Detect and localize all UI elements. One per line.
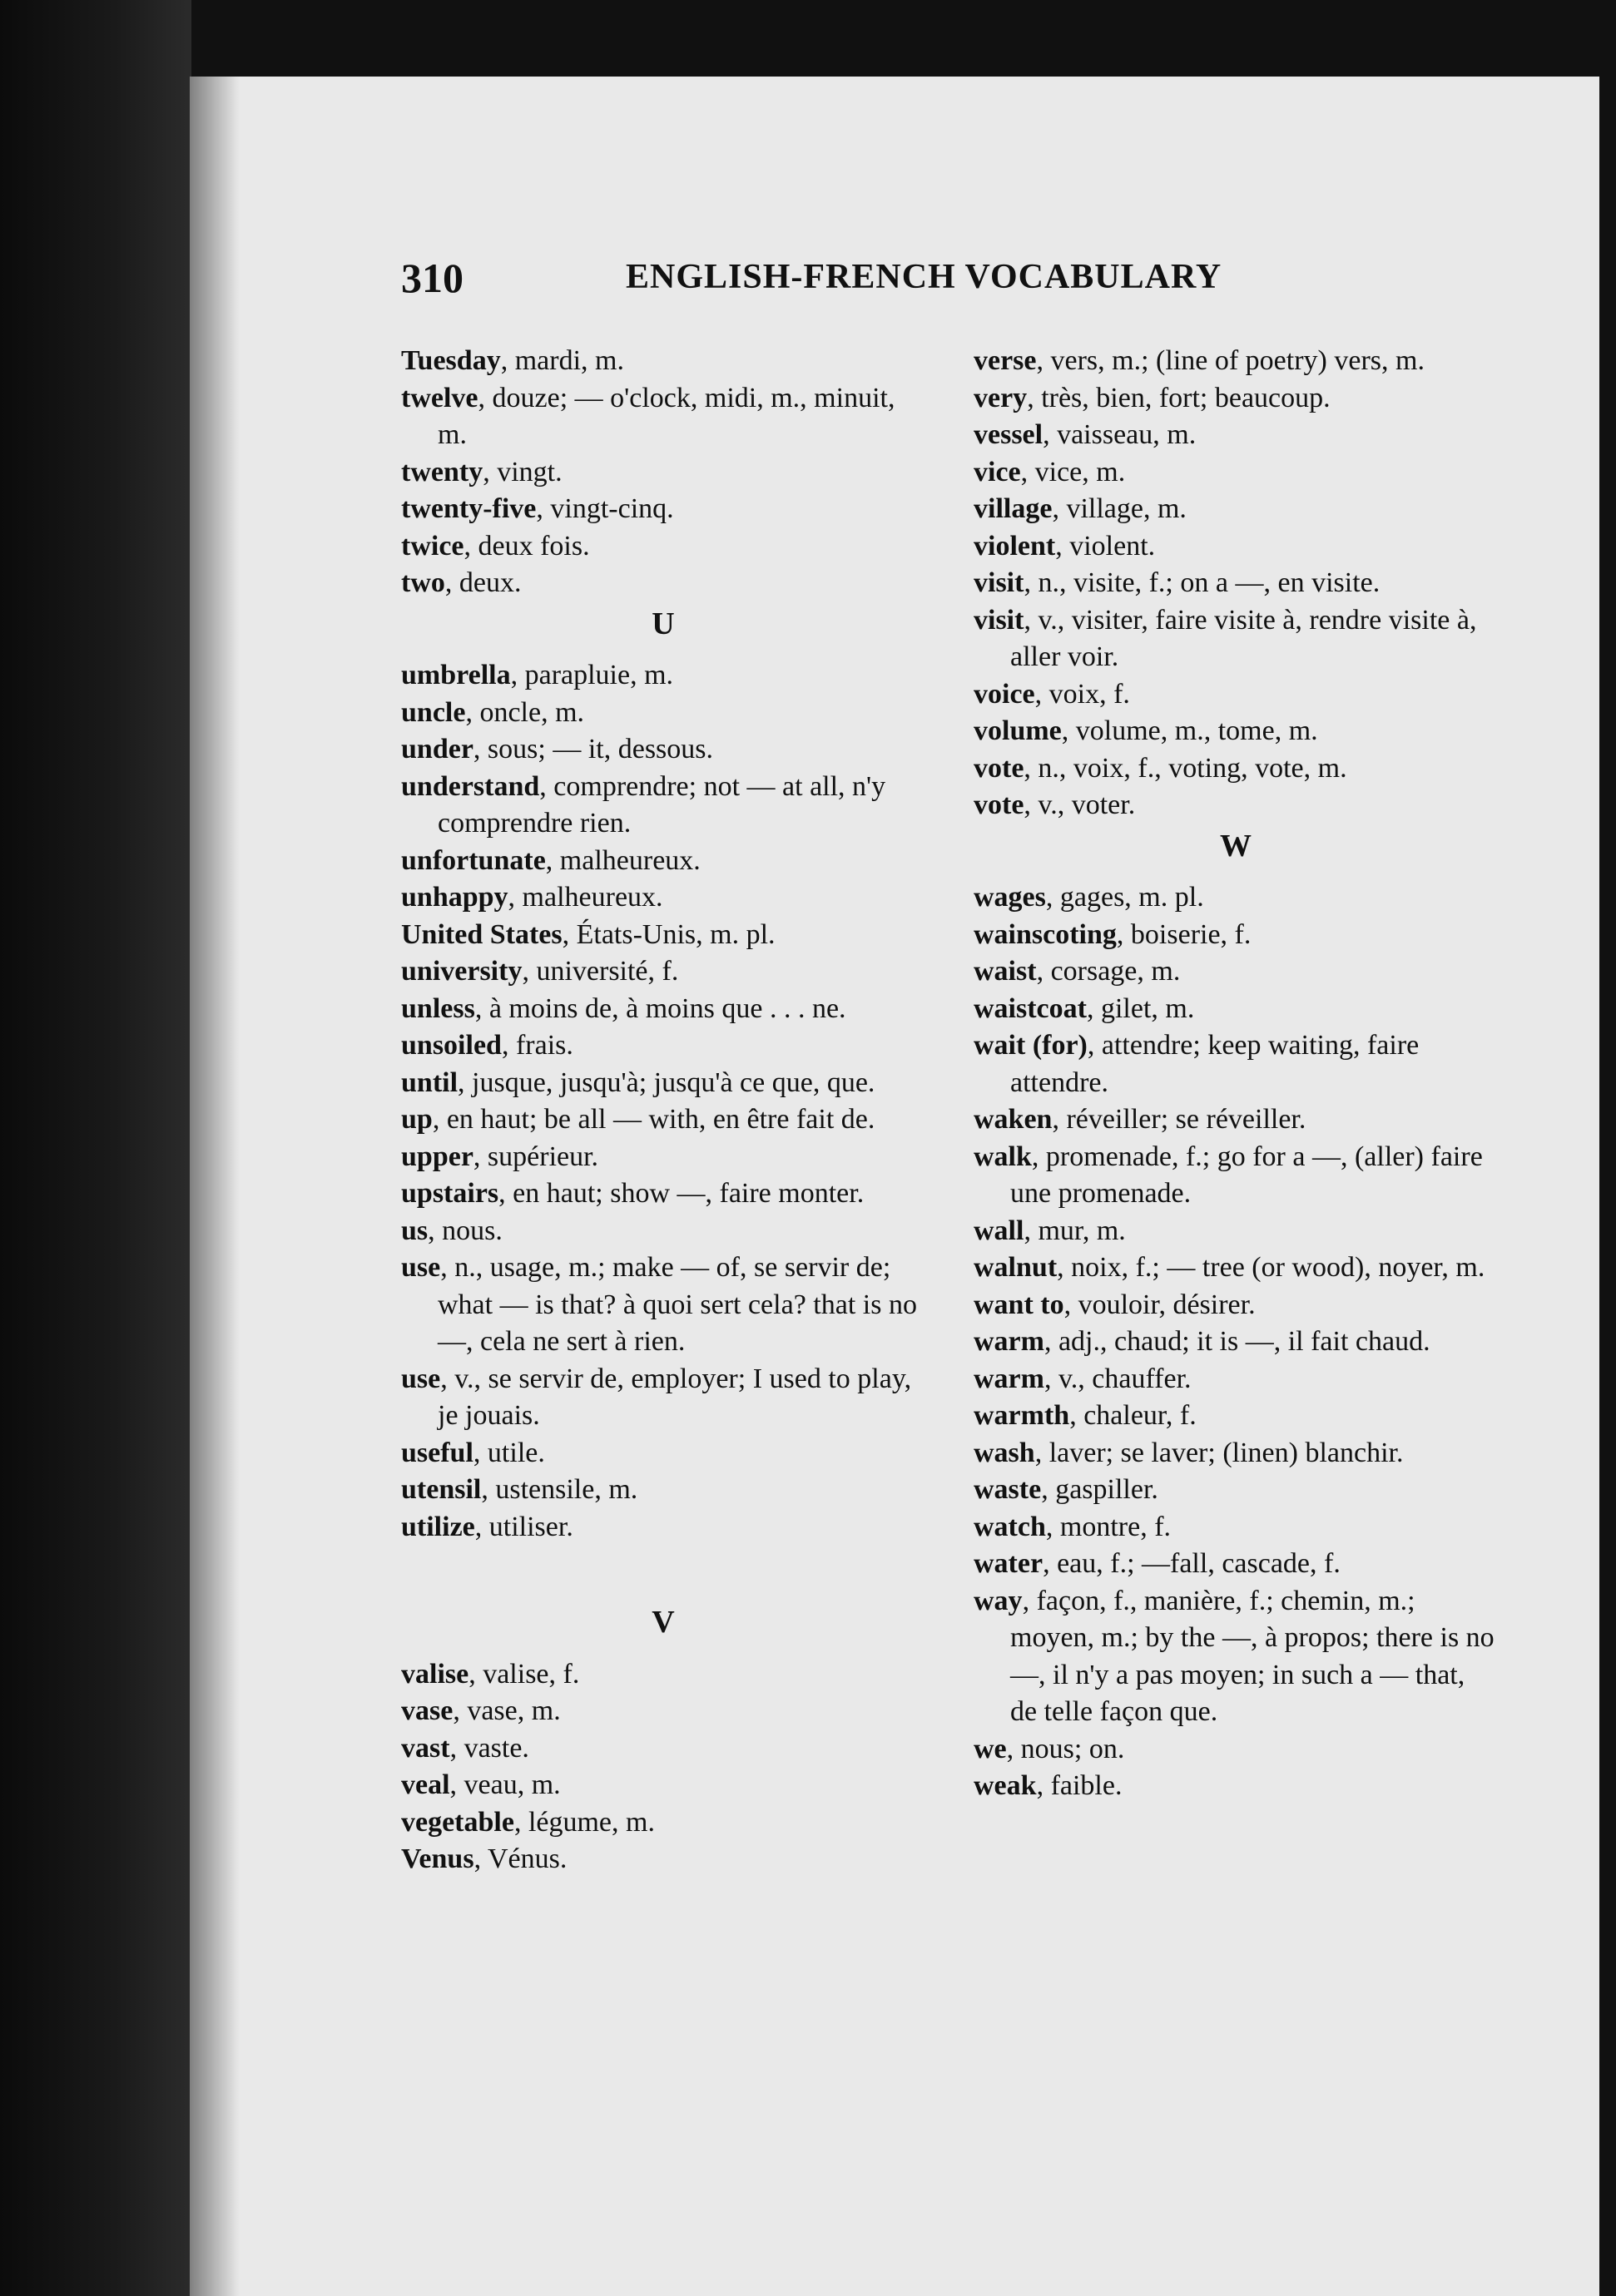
vocabulary-entry — [401, 1435, 925, 1472]
entry-definition: , voix, f. — [1034, 678, 1130, 710]
entry-headword: twenty-five — [401, 493, 537, 524]
vocabulary-entry — [401, 454, 925, 492]
section-letter-u: U — [652, 606, 675, 641]
entry-definition: , vers, m.; (line of poetry) vers, m. — [1036, 345, 1425, 376]
entry-definition: , volume, m., tome, m. — [1061, 715, 1318, 746]
vocabulary-entry — [974, 454, 1498, 492]
entry-definition: , supérieur. — [473, 1141, 599, 1172]
entry-definition: , vaisseau, m. — [1043, 419, 1197, 450]
entry-definition: , façon, f., manière, f.; chemin, m.; moyen, m.; by the —, à propos; there is no —, il n'y a pas moyen; in such a — that, de telle façon que. — [1010, 1585, 1495, 1727]
entry-definition: , n., voix, f., voting, vote, m. — [1024, 752, 1347, 784]
entry-headword: waist — [974, 956, 1037, 987]
vocabulary-entry — [974, 1027, 1498, 1101]
vocabulary-entry — [974, 1361, 1498, 1398]
entry-headword: waistcoat — [974, 992, 1087, 1024]
entry-headword: verse — [974, 345, 1037, 376]
entry-definition: , promenade, f.; go for a —, (aller) faire une promenade. — [1010, 1141, 1483, 1209]
entry-headword: Venus — [401, 1843, 474, 1874]
entry-definition: , université, f. — [522, 956, 679, 987]
entry-definition: , deux fois. — [463, 530, 590, 562]
entry-headword: violent — [974, 530, 1056, 562]
running-title: ENGLISH-FRENCH VOCABULARY — [626, 258, 1222, 296]
left-column — [401, 343, 925, 1878]
entry-definition: , vingt-cinq. — [536, 493, 674, 524]
entry-headword: warm — [974, 1363, 1044, 1394]
entry-headword: unsoiled — [401, 1030, 502, 1061]
entry-headword: warmth — [974, 1400, 1070, 1431]
entry-headword: walk — [974, 1141, 1032, 1172]
entry-headword: way — [974, 1585, 1023, 1616]
vocabulary-entry — [401, 1027, 925, 1065]
entry-definition: , v., visiter, faire visite à, rendre visite à, aller voir. — [1010, 604, 1477, 672]
vocabulary-entry — [974, 787, 1498, 824]
entry-headword: vegetable — [401, 1806, 514, 1838]
vocabulary-entry — [401, 1693, 925, 1730]
entry-definition: , nous; on. — [1006, 1733, 1125, 1764]
vocabulary-entry — [401, 991, 925, 1028]
vocabulary-entry — [401, 731, 925, 769]
entry-headword: unhappy — [401, 882, 508, 913]
entry-headword: walnut — [974, 1252, 1058, 1283]
entry-definition: , douze; — o'clock, midi, m., minuit, m. — [438, 382, 895, 450]
page-gutter-shadow — [190, 77, 240, 2296]
vocabulary-entry — [974, 1287, 1498, 1324]
entry-definition: , utiliser. — [474, 1511, 573, 1542]
entry-definition: , deux. — [444, 567, 522, 598]
entry-definition: , montre, f. — [1045, 1511, 1172, 1542]
entry-headword: up — [401, 1104, 433, 1135]
entry-definition: , vingt. — [483, 456, 563, 487]
entry-headword: very — [974, 382, 1028, 413]
vocabulary-entry — [974, 879, 1498, 917]
vocabulary-entry — [974, 1398, 1498, 1435]
vocabulary-entry — [401, 917, 925, 954]
vocabulary-entry — [401, 1509, 925, 1546]
vocabulary-entry — [401, 1101, 925, 1139]
entry-headword: veal — [401, 1769, 450, 1800]
vocabulary-entry — [974, 1249, 1498, 1287]
entry-headword: vice — [974, 456, 1021, 487]
entries-u — [401, 657, 925, 1546]
section-letter-v: V — [652, 1605, 675, 1640]
vocabulary-entry — [401, 1804, 925, 1842]
entry-headword: university — [401, 956, 523, 987]
entry-definition: , gaspiller. — [1041, 1474, 1158, 1505]
entry-headword: wait (for) — [974, 1030, 1088, 1061]
entry-definition: , malheureux. — [508, 882, 663, 913]
vocabulary-entry — [974, 1509, 1498, 1546]
entry-definition: , v., voter. — [1024, 789, 1136, 820]
entry-headword: us — [401, 1215, 429, 1246]
book-spine-edge — [0, 0, 191, 2296]
vocabulary-entry — [401, 1841, 925, 1878]
entry-headword: understand — [401, 770, 540, 802]
entry-definition: , en haut; be all — with, en être fait de. — [432, 1104, 875, 1135]
vocabulary-entry — [974, 343, 1498, 380]
entry-headword: vase — [401, 1695, 454, 1726]
entry-definition: , adj., chaud; it is —, il fait chaud. — [1043, 1326, 1430, 1357]
vocabulary-entry — [974, 1139, 1498, 1213]
vocabulary-entry — [974, 676, 1498, 714]
vocabulary-entry — [401, 565, 925, 602]
vocabulary-entry — [974, 1583, 1498, 1731]
entry-headword: uncle — [401, 696, 466, 728]
entry-definition: , comprendre; not — at all, n'y comprendre rien. — [438, 770, 886, 839]
page-number: 310 — [401, 255, 463, 301]
entries-v-continued — [974, 343, 1498, 824]
entry-headword: valise — [401, 1658, 469, 1690]
entry-headword: watch — [974, 1511, 1046, 1542]
entry-headword: vast — [401, 1732, 450, 1764]
entry-headword: want to — [974, 1289, 1064, 1320]
entry-definition: , Vénus. — [473, 1843, 568, 1874]
vocabulary-entry — [974, 1324, 1498, 1361]
vocabulary-entry — [974, 602, 1498, 676]
entry-definition: , utile. — [473, 1437, 545, 1468]
entry-headword: under — [401, 734, 473, 765]
entry-headword: water — [974, 1548, 1043, 1579]
vocabulary-entry — [401, 695, 925, 732]
entry-definition: , légume, m. — [513, 1806, 655, 1838]
entry-definition: , vaste. — [449, 1732, 529, 1764]
entry-headword: use — [401, 1252, 441, 1283]
vocabulary-entry — [401, 879, 925, 917]
entry-headword: upstairs — [401, 1178, 499, 1209]
entry-definition: , valise, f. — [468, 1658, 580, 1690]
entries-v — [401, 1656, 925, 1878]
vocabulary-entry — [401, 1065, 925, 1102]
vocabulary-entry — [401, 1656, 925, 1694]
entry-headword: upper — [401, 1141, 473, 1172]
entry-definition: , jusque, jusqu'à; jusqu'à ce que, que. — [458, 1066, 875, 1098]
vocabulary-entry — [974, 1213, 1498, 1250]
entry-definition: , vice, m. — [1020, 456, 1126, 487]
entry-definition: , sous; — it, dessous. — [473, 734, 714, 765]
entry-headword: village — [974, 493, 1053, 524]
vocabulary-entry — [974, 713, 1498, 750]
vocabulary-entry — [401, 1472, 925, 1509]
entry-headword: visit — [974, 604, 1024, 636]
entry-definition: , États-Unis, m. pl. — [562, 918, 776, 950]
vocabulary-entry — [401, 1730, 925, 1768]
vocabulary-entry — [974, 917, 1498, 954]
entry-headword: vote — [974, 789, 1024, 820]
entry-definition: , mardi, m. — [500, 345, 624, 376]
vocabulary-entry — [401, 843, 925, 880]
entry-definition: , chaleur, f. — [1069, 1400, 1197, 1431]
right-column — [974, 343, 1498, 1805]
entry-headword: use — [401, 1363, 441, 1394]
vocabulary-entry — [401, 1213, 925, 1250]
vocabulary-entry — [974, 528, 1498, 566]
vocabulary-entry — [974, 1435, 1498, 1472]
entry-definition: , n., usage, m.; make — of, se servir de; what — is that? à quoi sert cela? that is no —, cela ne sert à rien. — [438, 1252, 917, 1357]
entry-definition: , v., se servir de, employer; I used to play, je jouais. — [438, 1363, 912, 1431]
entry-definition: , parapluie, m. — [510, 660, 674, 690]
entry-definition: , n., visite, f.; on a —, en visite. — [1024, 567, 1381, 598]
entry-definition: , village, m. — [1052, 493, 1187, 524]
entry-definition: , faible. — [1036, 1770, 1123, 1801]
entry-headword: twenty — [401, 456, 483, 487]
entry-headword: voice — [974, 678, 1035, 710]
entry-definition: , vouloir, désirer. — [1063, 1289, 1256, 1320]
entry-headword: we — [974, 1733, 1007, 1764]
vocabulary-entry — [401, 657, 925, 695]
entry-definition: , boiserie, f. — [1116, 918, 1252, 950]
entry-headword: volume — [974, 715, 1062, 746]
entry-definition: , oncle, m. — [465, 696, 585, 728]
vocabulary-entry — [401, 528, 925, 566]
entry-headword: utensil — [401, 1474, 482, 1505]
entry-definition: , nous. — [428, 1215, 503, 1246]
vocabulary-entry — [401, 1361, 925, 1435]
entry-headword: vessel — [974, 419, 1043, 450]
entry-definition: , en haut; show —, faire monter. — [498, 1178, 865, 1209]
entry-headword: wages — [974, 882, 1046, 913]
vocabulary-entry — [974, 991, 1498, 1028]
entry-headword: United States — [401, 918, 563, 950]
entry-definition: , mur, m. — [1024, 1215, 1126, 1246]
entry-headword: useful — [401, 1437, 473, 1468]
vocabulary-entry — [974, 953, 1498, 991]
vocabulary-entry — [401, 1175, 925, 1213]
entry-headword: twice — [401, 530, 464, 562]
entry-definition: , ustensile, m. — [481, 1474, 638, 1505]
entry-definition: , corsage, m. — [1036, 956, 1181, 987]
entry-definition: , frais. — [501, 1030, 573, 1061]
entry-headword: waken — [974, 1104, 1053, 1135]
entry-headword: utilize — [401, 1511, 475, 1542]
entry-headword: two — [401, 567, 445, 598]
entry-headword: wainscoting — [974, 918, 1117, 950]
entry-definition: , gilet, m. — [1086, 992, 1195, 1024]
entries-t — [401, 343, 925, 602]
vocabulary-entry — [974, 1472, 1498, 1509]
entry-definition: , gages, m. pl. — [1045, 882, 1204, 913]
page-header — [401, 254, 1258, 304]
entry-definition: , laver; se laver; (linen) blanchir. — [1034, 1437, 1404, 1468]
vocabulary-entry — [974, 565, 1498, 602]
entry-headword: unfortunate — [401, 844, 546, 876]
vocabulary-entry — [401, 1249, 925, 1361]
entry-headword: Tuesday — [401, 345, 501, 376]
entry-headword: weak — [974, 1770, 1037, 1801]
entry-definition: , très, bien, fort; beaucoup. — [1027, 382, 1331, 413]
vocabulary-entry — [974, 380, 1498, 418]
entry-headword: twelve — [401, 382, 478, 413]
vocabulary-entry — [401, 953, 925, 991]
vocabulary-entry — [401, 1767, 925, 1804]
entry-definition: , v., chauffer. — [1043, 1363, 1192, 1394]
entry-headword: until — [401, 1066, 459, 1098]
entry-headword: visit — [974, 567, 1024, 598]
vocabulary-entry — [974, 750, 1498, 788]
entry-definition: , noix, f.; — tree (or wood), noyer, m. — [1057, 1252, 1485, 1283]
entry-definition: , vase, m. — [453, 1695, 561, 1726]
entry-definition: , eau, f.; —fall, cascade, f. — [1043, 1548, 1341, 1579]
vocabulary-entry — [401, 1139, 925, 1176]
vocabulary-entry — [974, 1101, 1498, 1139]
entry-headword: warm — [974, 1326, 1044, 1357]
vocabulary-entry — [401, 380, 925, 454]
vocabulary-entry — [974, 1546, 1498, 1583]
vocabulary-entry — [401, 491, 925, 528]
entry-definition: , violent. — [1055, 530, 1156, 562]
entry-headword: wash — [974, 1437, 1035, 1468]
entry-headword: wall — [974, 1215, 1024, 1246]
entry-definition: , à moins de, à moins que . . . ne. — [474, 992, 846, 1024]
vocabulary-entry — [974, 1768, 1498, 1805]
entry-headword: waste — [974, 1474, 1042, 1505]
vocabulary-entry — [401, 769, 925, 843]
entries-w — [974, 879, 1498, 1805]
vocabulary-entry — [974, 417, 1498, 454]
section-letter-w: W — [1220, 828, 1252, 863]
entry-definition: , attendre; keep waiting, faire attendre. — [1010, 1030, 1420, 1098]
vocabulary-entry — [401, 343, 925, 380]
entry-definition: , veau, m. — [449, 1769, 561, 1800]
entry-headword: unless — [401, 992, 475, 1024]
vocabulary-entry — [974, 491, 1498, 528]
entry-definition: , réveiller; se réveiller. — [1052, 1104, 1306, 1135]
entry-definition: , malheureux. — [545, 844, 701, 876]
vocabulary-entry — [974, 1731, 1498, 1769]
entry-headword: umbrella — [401, 660, 511, 690]
entry-headword: vote — [974, 752, 1024, 784]
